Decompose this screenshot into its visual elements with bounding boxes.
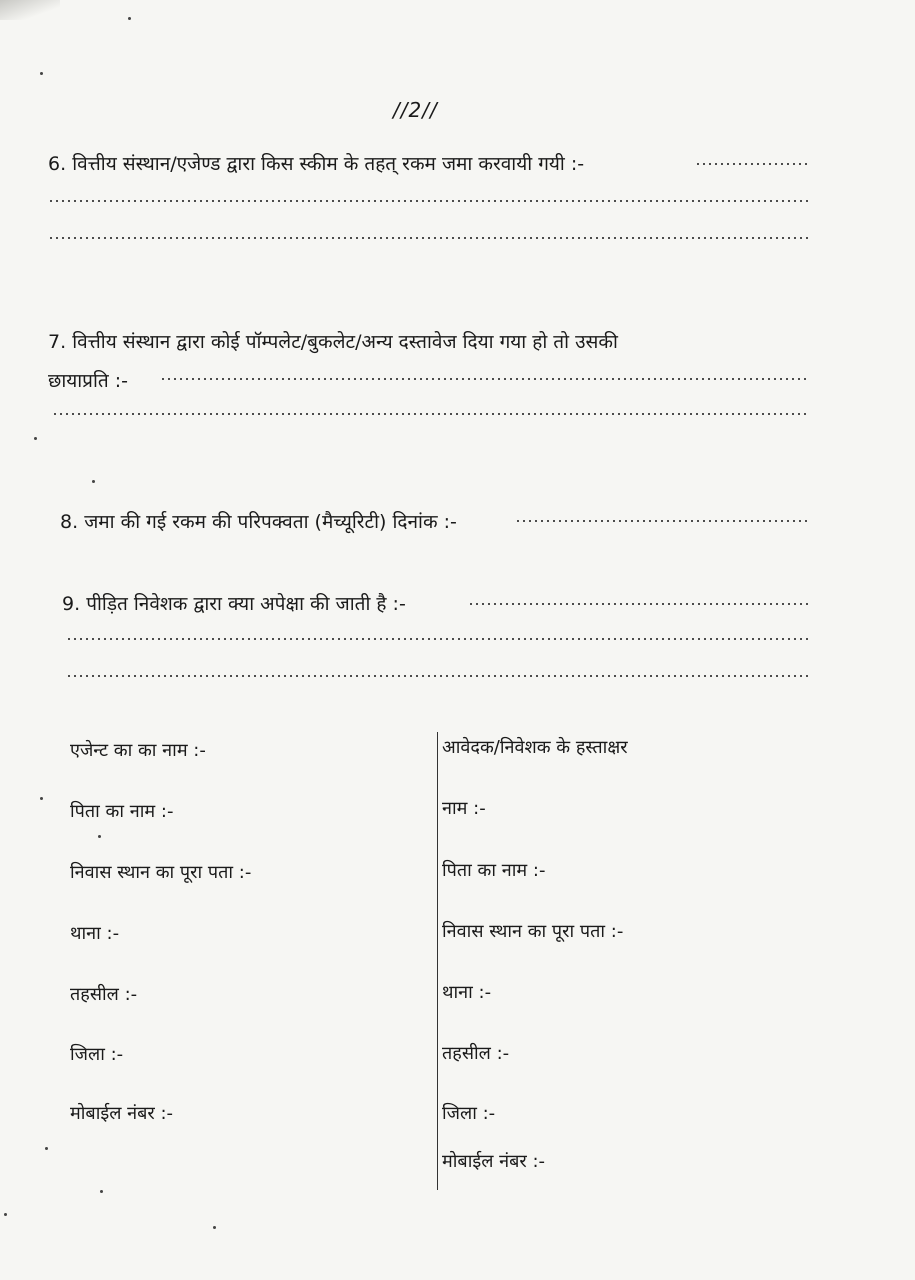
question-7-text: वित्तीय संस्थान द्वारा कोई पॉम्पलेट/बुकलेट/अन्य दस्तावेज दिया गया हो तो उसकी bbox=[72, 331, 618, 353]
scan-speck bbox=[213, 1226, 216, 1229]
answer-9-line-3[interactable] bbox=[66, 675, 808, 677]
agent-police-station-label: थाना :- bbox=[70, 923, 120, 944]
question-9-text: पीड़ित निवेशक द्वारा क्या अपेक्षा की जाती है :- bbox=[86, 593, 406, 615]
answer-8-line[interactable] bbox=[515, 520, 808, 522]
column-divider bbox=[437, 732, 438, 1190]
scan-speck bbox=[40, 72, 43, 75]
applicant-name-label: नाम :- bbox=[442, 798, 486, 819]
scan-speck bbox=[45, 1147, 48, 1150]
scan-speck bbox=[100, 1190, 103, 1193]
question-8 bbox=[60, 508, 457, 534]
question-6-number: 6. bbox=[48, 153, 67, 175]
scan-shadow bbox=[0, 0, 60, 20]
agent-district-label: जिला :- bbox=[70, 1044, 124, 1065]
question-6-text: वित्तीय संस्थान/एजेण्ड द्वारा किस स्कीम के तहत् रकम जमा करवायी गयी :- bbox=[72, 153, 585, 175]
question-7-continued: छायाप्रति :- bbox=[48, 370, 129, 392]
applicant-mobile-label: मोबाईल नंबर :- bbox=[442, 1151, 546, 1172]
scan-speck bbox=[128, 17, 131, 20]
question-6 bbox=[48, 150, 584, 176]
agent-address-label: निवास स्थान का पूरा पता :- bbox=[70, 862, 252, 883]
answer-7-line-2[interactable] bbox=[52, 413, 808, 415]
applicant-address-label: निवास स्थान का पूरा पता :- bbox=[442, 921, 624, 942]
answer-6-line-3[interactable] bbox=[48, 237, 808, 239]
agent-father-label: पिता का नाम :- bbox=[70, 801, 174, 822]
answer-9-line-1[interactable] bbox=[468, 603, 808, 605]
scan-speck bbox=[34, 437, 37, 440]
applicant-father-label: पिता का नाम :- bbox=[442, 860, 546, 881]
applicant-tehsil-label: तहसील :- bbox=[442, 1043, 510, 1064]
question-9 bbox=[62, 590, 406, 616]
question-8-number: 8. bbox=[60, 511, 79, 533]
agent-name-label: एजेन्ट का का नाम :- bbox=[70, 740, 206, 761]
scan-speck bbox=[4, 1213, 7, 1216]
applicant-signature-label: आवेदक/निवेशक के हस्ताक्षर bbox=[442, 737, 628, 758]
applicant-district-label: जिला :- bbox=[442, 1103, 496, 1124]
answer-6-line-1[interactable] bbox=[695, 163, 810, 165]
answer-6-line-2[interactable] bbox=[48, 200, 808, 202]
scan-speck bbox=[40, 797, 43, 800]
page-number: //2// bbox=[393, 98, 438, 122]
scan-speck bbox=[92, 480, 95, 483]
question-9-number: 9. bbox=[62, 593, 81, 615]
question-8-text: जमा की गई रकम की परिपक्वता (मैच्यूरिटी) दिनांक :- bbox=[84, 511, 457, 533]
answer-9-line-2[interactable] bbox=[66, 638, 808, 640]
question-7 bbox=[48, 328, 618, 354]
question-7-number: 7. bbox=[48, 331, 67, 353]
scan-speck bbox=[98, 835, 101, 838]
agent-tehsil-label: तहसील :- bbox=[70, 984, 138, 1005]
answer-7-line-1[interactable] bbox=[160, 378, 808, 380]
agent-mobile-label: मोबाईल नंबर :- bbox=[70, 1103, 174, 1124]
applicant-police-station-label: थाना :- bbox=[442, 982, 492, 1003]
